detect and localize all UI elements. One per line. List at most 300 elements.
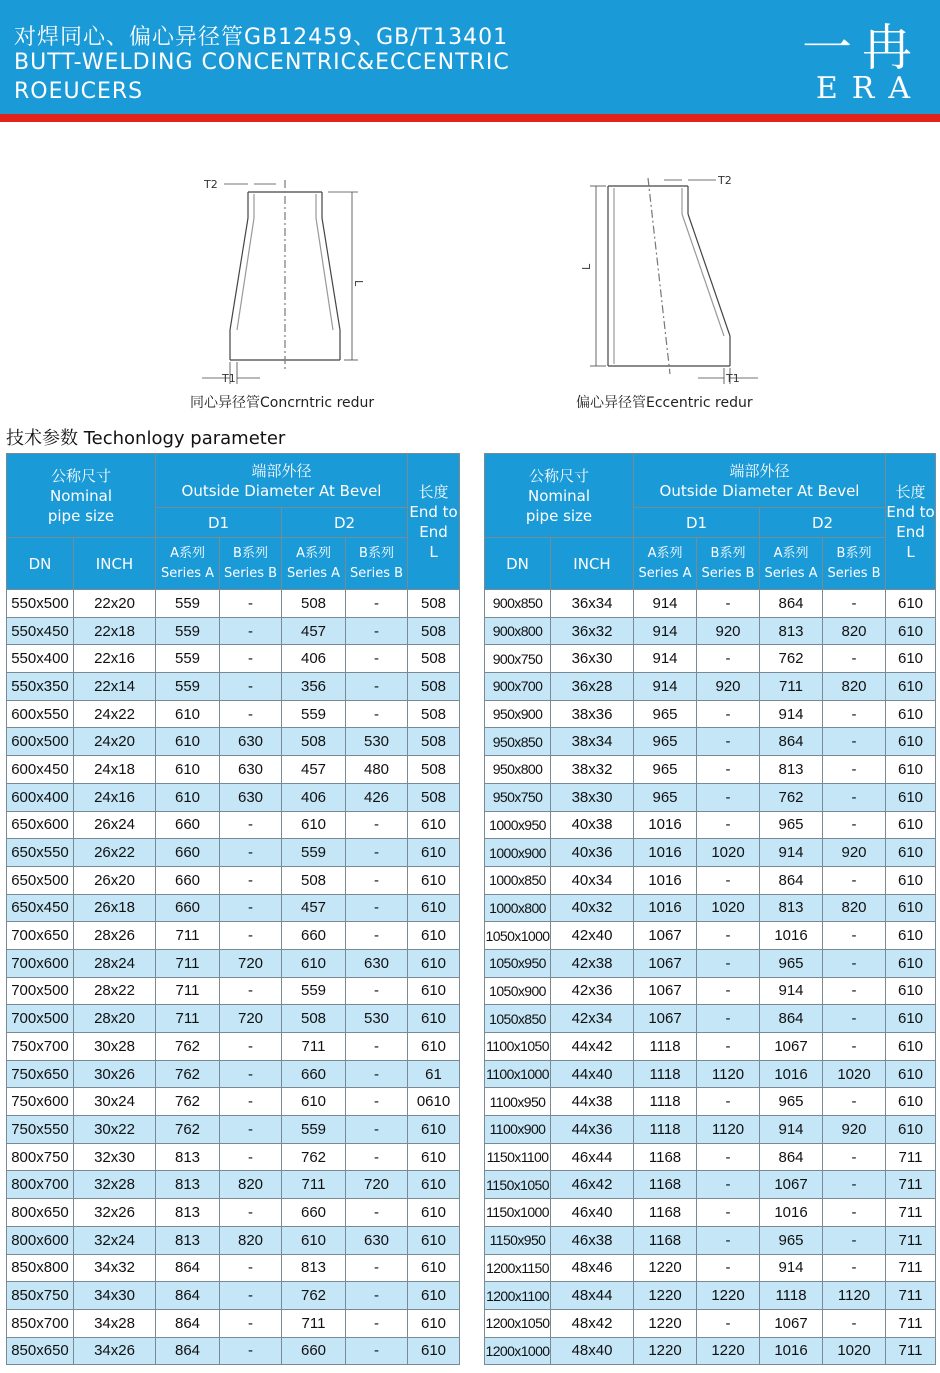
d2-series-b-cell: - [346, 1060, 408, 1088]
d2-series-b-cell: - [823, 700, 886, 728]
table-row [7, 783, 460, 811]
d2-series-b-cell: 820 [823, 673, 886, 701]
d1-series-b-cell: - [697, 590, 760, 618]
length-cell: 610 [886, 1033, 936, 1061]
table-row [7, 866, 460, 894]
inch-cell: 34x28 [74, 1309, 156, 1337]
d2-series-a-cell: 1016 [760, 1199, 823, 1227]
inch-cell: 46x44 [551, 1143, 634, 1171]
length-cell: 711 [886, 1171, 936, 1199]
d2-series-b-cell: - [346, 1199, 408, 1227]
table-row [7, 1226, 460, 1254]
d2-series-b-cell: 820 [823, 894, 886, 922]
dn-cell: 850x700 [7, 1309, 74, 1337]
d1-series-a-cell: 813 [156, 1226, 220, 1254]
d2-series-b-cell: 920 [823, 1116, 886, 1144]
length-cell: 508 [408, 756, 460, 784]
inch-cell: 42x34 [551, 1005, 634, 1033]
table-row [485, 949, 936, 977]
parameter-table-right [484, 453, 936, 1365]
d1-series-a-cell: 762 [156, 1060, 220, 1088]
dn-cell: 1050x900 [485, 977, 551, 1005]
dn-cell: 550x350 [7, 673, 74, 701]
table-row [485, 811, 936, 839]
length-cell: 610 [408, 949, 460, 977]
dn-cell: 800x700 [7, 1171, 74, 1199]
d2-series-a-cell: 813 [760, 617, 823, 645]
table-row [485, 1254, 936, 1282]
d2-series-b-cell: - [823, 977, 886, 1005]
dn-cell: 1200x1000 [485, 1337, 551, 1365]
d2-series-a-cell: 762 [760, 783, 823, 811]
inch-header: INCH [74, 538, 156, 590]
table-row [7, 1171, 460, 1199]
length-cell: 610 [886, 617, 936, 645]
d1-series-b-cell: 920 [697, 617, 760, 645]
dn-cell: 550x400 [7, 645, 74, 673]
parameter-table-left [6, 453, 460, 1365]
d1-series-a-cell: 1016 [634, 894, 697, 922]
d1-series-a-cell: 660 [156, 839, 220, 867]
d2-series-a-cell: 457 [282, 617, 346, 645]
eccentric-caption: 偏心异径管Eccentric redur [576, 395, 753, 411]
d1-series-a-cell: 1220 [634, 1254, 697, 1282]
d1-series-a-cell: 762 [156, 1116, 220, 1144]
dn-cell: 650x550 [7, 839, 74, 867]
dn-cell: 1100x950 [485, 1088, 551, 1116]
d1-series-a-cell: 914 [634, 617, 697, 645]
d2-series-a-cell: 965 [760, 1088, 823, 1116]
d1-series-b-cell: - [697, 1143, 760, 1171]
inch-cell: 42x40 [551, 922, 634, 950]
d1-series-a-cell: 813 [156, 1143, 220, 1171]
inch-cell: 22x14 [74, 673, 156, 701]
length-cell: 508 [408, 645, 460, 673]
d1-series-b-cell: - [697, 922, 760, 950]
d1-series-b-cell: 1220 [697, 1282, 760, 1310]
table-row [485, 590, 936, 618]
d2-series-b-cell: 1020 [823, 1337, 886, 1365]
d2-series-a-cell: 914 [760, 977, 823, 1005]
d1-series-b-cell: - [220, 1143, 282, 1171]
dn-cell: 850x650 [7, 1337, 74, 1365]
d1-series-b-cell: - [220, 1060, 282, 1088]
table-row [7, 894, 460, 922]
d2-series-a-cell: 508 [282, 590, 346, 618]
d2-series-b-cell: - [823, 756, 886, 784]
d2-series-b-cell: - [823, 949, 886, 977]
d2-series-b-cell: - [823, 811, 886, 839]
length-cell: 610 [886, 1060, 936, 1088]
dn-cell: 1100x1050 [485, 1033, 551, 1061]
dn-cell: 1200x1050 [485, 1309, 551, 1337]
d1-series-a-cell: 711 [156, 977, 220, 1005]
inch-cell: 38x34 [551, 728, 634, 756]
title-en-line2: ROEUCERS [14, 79, 144, 104]
d1-series-b-cell: - [220, 1309, 282, 1337]
table-row [7, 673, 460, 701]
d1-series-a-cell: 610 [156, 783, 220, 811]
inch-cell: 32x26 [74, 1199, 156, 1227]
inch-cell: 32x24 [74, 1226, 156, 1254]
d1-series-a-cell: 813 [156, 1171, 220, 1199]
d1-header: D1 [634, 508, 760, 538]
title-en-line1: BUTT-WELDING CONCENTRIC&ECCENTRIC [14, 50, 510, 75]
d2-series-b-cell: - [823, 1143, 886, 1171]
d2-series-b-cell: - [346, 811, 408, 839]
length-cell: 610 [886, 1116, 936, 1144]
dn-cell: 900x800 [485, 617, 551, 645]
d1-series-b-cell: - [220, 1116, 282, 1144]
length-header: 长度 End to End L [408, 454, 460, 590]
table-row [485, 1282, 936, 1310]
d1-series-b-cell: 1020 [697, 839, 760, 867]
d2-series-b-cell: 480 [346, 756, 408, 784]
length-cell: 0610 [408, 1088, 460, 1116]
dn-cell: 700x500 [7, 977, 74, 1005]
d2-series-a-cell: 965 [760, 949, 823, 977]
d1-series-a-cell: 864 [156, 1282, 220, 1310]
inch-cell: 28x20 [74, 1005, 156, 1033]
dn-cell: 750x650 [7, 1060, 74, 1088]
d1-series-b-cell: - [220, 1254, 282, 1282]
outside-diameter-header: 端部外径 Outside Diameter At Bevel [156, 454, 408, 508]
inch-header: INCH [551, 538, 634, 590]
section-title: 技术参数 Techonlogy parameter [6, 428, 286, 449]
d1-series-a-cell: 711 [156, 922, 220, 950]
table-row [485, 1033, 936, 1061]
d1-series-a-cell: 559 [156, 617, 220, 645]
d2-series-a-cell: 914 [760, 1116, 823, 1144]
inch-cell: 36x28 [551, 673, 634, 701]
eccentric-reducer-diagram [580, 170, 770, 390]
inch-cell: 48x44 [551, 1282, 634, 1310]
length-cell: 610 [886, 811, 936, 839]
d1-series-a-cell: 1168 [634, 1226, 697, 1254]
table-row [7, 645, 460, 673]
header-banner [0, 0, 940, 114]
d1-series-b-cell: 920 [697, 673, 760, 701]
d1-series-a-cell: 1118 [634, 1060, 697, 1088]
d1-series-a-cell: 559 [156, 590, 220, 618]
d1-series-a-cell: 1220 [634, 1282, 697, 1310]
inch-cell: 46x40 [551, 1199, 634, 1227]
d1-series-b-cell: 820 [220, 1226, 282, 1254]
d2-series-b-cell: - [346, 617, 408, 645]
dn-cell: 1150x950 [485, 1226, 551, 1254]
d2-series-a-cell: 711 [282, 1171, 346, 1199]
inch-cell: 30x22 [74, 1116, 156, 1144]
d2-series-a-header: A系列 Series A [760, 538, 823, 590]
length-cell: 610 [886, 977, 936, 1005]
dn-cell: 1000x850 [485, 866, 551, 894]
d1-series-b-cell: - [220, 977, 282, 1005]
table-row [7, 1116, 460, 1144]
d1-series-a-cell: 1067 [634, 977, 697, 1005]
d1-series-b-cell: - [697, 1309, 760, 1337]
length-cell: 711 [886, 1309, 936, 1337]
dn-cell: 650x450 [7, 894, 74, 922]
d2-series-b-cell: - [823, 645, 886, 673]
d1-series-a-cell: 914 [634, 645, 697, 673]
d2-series-b-cell: - [823, 1005, 886, 1033]
d1-series-a-header: A系列 Series A [634, 538, 697, 590]
d1-series-a-cell: 1168 [634, 1143, 697, 1171]
d2-series-a-cell: 508 [282, 1005, 346, 1033]
d2-series-b-cell: - [823, 1033, 886, 1061]
dn-cell: 900x850 [485, 590, 551, 618]
table-row [485, 645, 936, 673]
inch-cell: 30x24 [74, 1088, 156, 1116]
d2-series-b-cell: - [823, 922, 886, 950]
d1-series-b-cell: - [220, 1088, 282, 1116]
d2-series-b-cell: 1120 [823, 1282, 886, 1310]
dn-cell: 1000x800 [485, 894, 551, 922]
nominal-size-header: 公称尺寸 Nominal pipe size [7, 454, 156, 538]
length-cell: 508 [408, 700, 460, 728]
table-row [485, 783, 936, 811]
length-cell: 610 [886, 1088, 936, 1116]
dn-cell: 600x550 [7, 700, 74, 728]
table-row [7, 590, 460, 618]
d2-series-b-cell: - [346, 1309, 408, 1337]
d1-series-a-cell: 864 [156, 1337, 220, 1365]
d1-series-a-cell: 1118 [634, 1033, 697, 1061]
table-row [7, 839, 460, 867]
d2-series-b-cell: - [346, 1033, 408, 1061]
inch-cell: 44x42 [551, 1033, 634, 1061]
d1-series-a-cell: 660 [156, 894, 220, 922]
dn-cell: 750x600 [7, 1088, 74, 1116]
table-row [7, 1088, 460, 1116]
inch-cell: 28x22 [74, 977, 156, 1005]
dn-cell: 1050x1000 [485, 922, 551, 950]
d1-series-b-cell: - [697, 645, 760, 673]
d1-series-a-cell: 1016 [634, 839, 697, 867]
d2-series-a-cell: 711 [282, 1309, 346, 1337]
d2-series-b-cell: - [346, 922, 408, 950]
d2-series-a-cell: 914 [760, 1254, 823, 1282]
length-cell: 610 [408, 894, 460, 922]
d1-series-b-cell: - [697, 1171, 760, 1199]
eccentric-t2-label: T2 [718, 174, 732, 187]
inch-cell: 38x30 [551, 783, 634, 811]
d1-series-a-cell: 1168 [634, 1199, 697, 1227]
dn-cell: 1150x1000 [485, 1199, 551, 1227]
d2-series-a-cell: 1016 [760, 1337, 823, 1365]
d1-series-a-cell: 1168 [634, 1171, 697, 1199]
logo-cn: 一冉 [802, 19, 922, 77]
inch-cell: 24x20 [74, 728, 156, 756]
d2-series-a-cell: 1067 [760, 1033, 823, 1061]
dn-cell: 950x800 [485, 756, 551, 784]
d2-series-b-cell: 426 [346, 783, 408, 811]
table-row [485, 1116, 936, 1144]
length-cell: 610 [408, 866, 460, 894]
dn-cell: 1200x1150 [485, 1254, 551, 1282]
d2-header: D2 [760, 508, 886, 538]
d1-series-b-cell: - [220, 922, 282, 950]
d2-series-a-cell: 660 [282, 1060, 346, 1088]
inch-cell: 28x24 [74, 949, 156, 977]
table-row [485, 894, 936, 922]
d1-series-b-cell: - [220, 811, 282, 839]
length-cell: 610 [408, 1005, 460, 1033]
d2-series-a-cell: 813 [760, 756, 823, 784]
inch-cell: 40x36 [551, 839, 634, 867]
table-row [7, 1282, 460, 1310]
table-row [485, 728, 936, 756]
length-cell: 711 [886, 1337, 936, 1365]
d1-series-a-cell: 711 [156, 949, 220, 977]
title-cn: 对焊同心、偏心异径管GB12459、GB/T13401 [14, 25, 509, 50]
inch-cell: 36x30 [551, 645, 634, 673]
length-cell: 610 [886, 894, 936, 922]
d2-series-a-cell: 406 [282, 645, 346, 673]
d1-series-a-cell: 1016 [634, 811, 697, 839]
table-row [7, 1143, 460, 1171]
length-cell: 610 [408, 1199, 460, 1227]
inch-cell: 46x38 [551, 1226, 634, 1254]
d1-series-b-cell: - [220, 645, 282, 673]
d2-series-a-cell: 864 [760, 728, 823, 756]
d2-series-b-cell: - [346, 977, 408, 1005]
d1-series-a-cell: 711 [156, 1005, 220, 1033]
d2-series-b-cell: - [346, 1254, 408, 1282]
inch-cell: 22x20 [74, 590, 156, 618]
d2-series-a-cell: 711 [760, 673, 823, 701]
table-row [485, 922, 936, 950]
length-cell: 610 [408, 1171, 460, 1199]
inch-cell: 38x32 [551, 756, 634, 784]
length-cell: 711 [886, 1254, 936, 1282]
inch-cell: 40x34 [551, 866, 634, 894]
d1-series-a-cell: 965 [634, 728, 697, 756]
length-cell: 610 [408, 922, 460, 950]
table-row [485, 617, 936, 645]
d1-series-a-cell: 610 [156, 756, 220, 784]
inch-cell: 34x26 [74, 1337, 156, 1365]
dn-cell: 1050x850 [485, 1005, 551, 1033]
table-row [485, 673, 936, 701]
d2-series-b-cell: - [823, 728, 886, 756]
d2-series-b-cell: 530 [346, 1005, 408, 1033]
table-row [7, 728, 460, 756]
d2-series-a-cell: 1118 [760, 1282, 823, 1310]
d1-series-b-header: B系列 Series B [697, 538, 760, 590]
table-row [7, 756, 460, 784]
inch-cell: 42x38 [551, 949, 634, 977]
table-row [7, 1254, 460, 1282]
d1-series-b-cell: 630 [220, 728, 282, 756]
length-cell: 508 [408, 617, 460, 645]
d1-series-b-cell: - [220, 1033, 282, 1061]
d2-series-b-header: B系列 Series B [823, 538, 886, 590]
dn-cell: 1150x1050 [485, 1171, 551, 1199]
d2-series-a-cell: 1067 [760, 1309, 823, 1337]
table-row [485, 977, 936, 1005]
length-cell: 508 [408, 783, 460, 811]
d2-series-a-cell: 559 [282, 1116, 346, 1144]
dn-cell: 800x750 [7, 1143, 74, 1171]
d1-series-b-cell: - [697, 1226, 760, 1254]
concentric-l-label: L [352, 280, 365, 287]
inch-cell: 22x16 [74, 645, 156, 673]
length-cell: 610 [886, 590, 936, 618]
d1-series-a-cell: 813 [156, 1199, 220, 1227]
dn-cell: 750x700 [7, 1033, 74, 1061]
d2-series-b-cell: 820 [823, 617, 886, 645]
length-cell: 610 [408, 1309, 460, 1337]
concentric-t2-label: T2 [204, 178, 218, 191]
d2-series-b-cell: - [346, 1337, 408, 1365]
d1-series-a-cell: 1067 [634, 922, 697, 950]
d1-series-b-cell: - [697, 756, 760, 784]
d2-series-a-cell: 864 [760, 1005, 823, 1033]
d2-series-b-cell: - [346, 894, 408, 922]
eccentric-t1-label: T1 [726, 372, 740, 385]
dn-cell: 950x750 [485, 783, 551, 811]
d1-series-b-cell: - [220, 1337, 282, 1365]
inch-cell: 42x36 [551, 977, 634, 1005]
d1-series-b-cell: - [697, 1088, 760, 1116]
table-row [485, 1309, 936, 1337]
dn-cell: 650x600 [7, 811, 74, 839]
length-cell: 610 [886, 673, 936, 701]
d1-series-b-cell: - [697, 1005, 760, 1033]
length-cell: 711 [886, 1282, 936, 1310]
d2-series-a-header: A系列 Series A [282, 538, 346, 590]
table-row [7, 1005, 460, 1033]
concentric-t1-label: T1 [222, 372, 236, 385]
d2-series-b-cell: 530 [346, 728, 408, 756]
inch-cell: 30x26 [74, 1060, 156, 1088]
inch-cell: 40x32 [551, 894, 634, 922]
dn-cell: 1000x900 [485, 839, 551, 867]
eccentric-l-label: L [580, 263, 593, 270]
inch-cell: 32x30 [74, 1143, 156, 1171]
d1-series-b-cell: - [697, 1199, 760, 1227]
d2-series-a-cell: 660 [282, 922, 346, 950]
d2-series-a-cell: 864 [760, 866, 823, 894]
d1-series-a-cell: 1118 [634, 1116, 697, 1144]
table-row [7, 1309, 460, 1337]
d2-series-b-cell: 630 [346, 949, 408, 977]
d2-series-b-cell: - [346, 866, 408, 894]
d1-series-b-cell: - [220, 1282, 282, 1310]
d2-header: D2 [282, 508, 408, 538]
d1-series-b-cell: - [697, 977, 760, 1005]
inch-cell: 44x36 [551, 1116, 634, 1144]
d2-series-b-cell: - [346, 645, 408, 673]
dn-cell: 700x600 [7, 949, 74, 977]
d1-series-b-cell: 1020 [697, 894, 760, 922]
header-red-line [0, 114, 940, 122]
d1-series-a-cell: 914 [634, 590, 697, 618]
d1-series-b-cell: - [220, 673, 282, 701]
length-cell: 711 [886, 1226, 936, 1254]
d1-series-b-cell: 820 [220, 1171, 282, 1199]
d2-series-a-cell: 610 [282, 1088, 346, 1116]
dn-cell: 600x450 [7, 756, 74, 784]
d1-series-b-cell: - [697, 783, 760, 811]
d2-series-b-cell: - [346, 1143, 408, 1171]
table-row [7, 700, 460, 728]
d1-series-b-cell: - [220, 839, 282, 867]
d2-series-a-cell: 762 [282, 1143, 346, 1171]
length-header: 长度 End to End L [886, 454, 936, 590]
d2-series-a-cell: 864 [760, 1143, 823, 1171]
